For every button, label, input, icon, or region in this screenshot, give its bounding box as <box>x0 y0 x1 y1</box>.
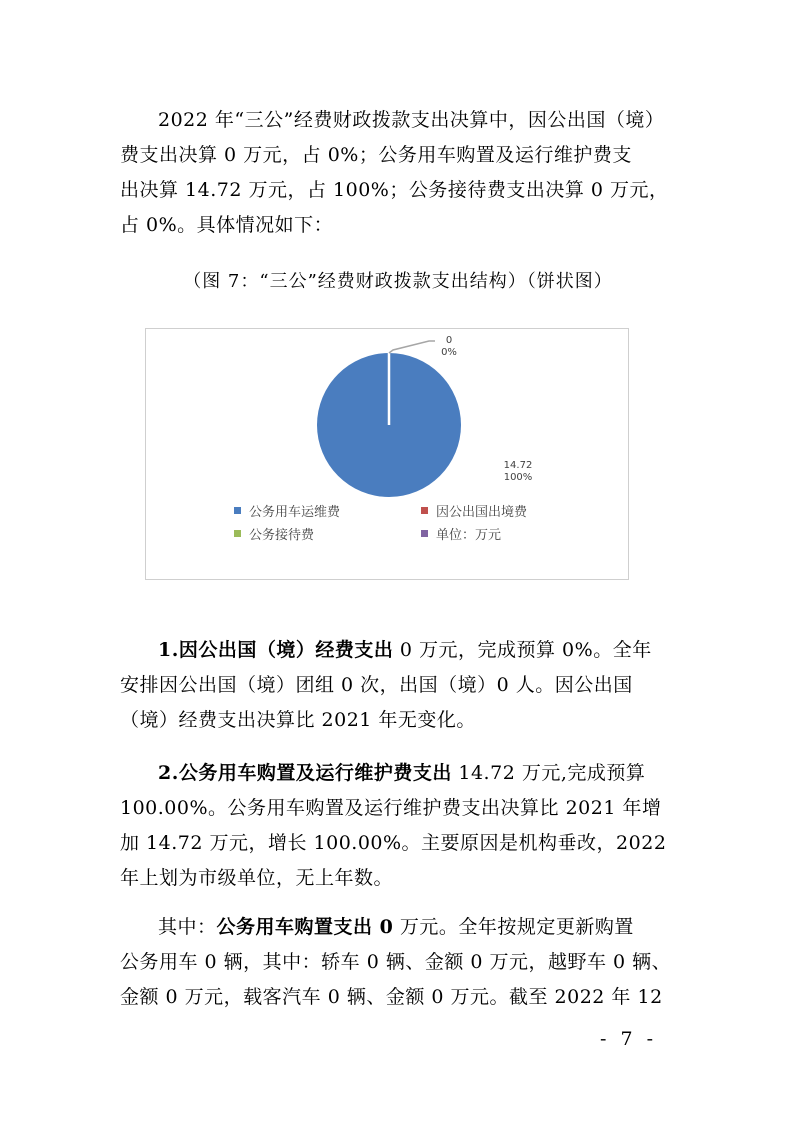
p4-prefix: 其中： <box>158 916 217 938</box>
legend-label-unit: 单位：万元 <box>436 528 502 543</box>
legend-swatch-vehicle <box>234 507 241 514</box>
paragraph-3 <box>120 756 676 896</box>
legend-label-reception: 公务接待费 <box>249 528 315 543</box>
data-label-zero <box>434 335 464 359</box>
legend-item-unit <box>421 528 501 544</box>
legend-label-vehicle: 公务用车运维费 <box>249 505 341 520</box>
pie-chart-svg <box>146 329 630 581</box>
pie-chart <box>145 328 629 580</box>
paragraph-1 <box>120 103 676 243</box>
p4-heading: 公务用车购置支出 0 <box>216 916 394 938</box>
legend-swatch-reception <box>234 530 241 537</box>
legend-item-reception <box>234 528 314 544</box>
p4-line-3: 金额 0 万元，载客汽车 0 辆、金额 0 万元。截至 2022 年 12 <box>120 986 663 1008</box>
legend-item-vehicle <box>234 505 340 521</box>
paragraph-4 <box>120 910 676 1015</box>
legend-label-abroad: 因公出国出境费 <box>436 505 528 520</box>
p2-line-2: 安排因公出国（境）团组 0 次，出国（境）0 人。因公出国 <box>120 674 633 696</box>
legend-item-abroad <box>421 505 527 521</box>
page-number: - 7 - <box>600 1028 658 1050</box>
p3-line-3: 加 14.72 万元，增长 100.00%。主要原因是机构垂改，2022 <box>120 832 667 854</box>
leader-line <box>389 341 435 353</box>
legend-swatch-abroad <box>421 507 428 514</box>
p2-line-1: 0 万元，完成预算 0%。全年 <box>393 639 652 661</box>
data-label-main <box>498 460 538 484</box>
data-label-main-percent: 100% <box>503 472 533 483</box>
p1-line-3: 出决算 14.72 万元，占 100%；公务接待费支出决算 0 万元， <box>120 179 669 201</box>
paragraph-2 <box>120 633 676 738</box>
p4-line-1: 万元。全年按规定更新购置 <box>393 916 634 938</box>
legend-swatch-unit <box>421 530 428 537</box>
p4-line-2: 公务用车 0 辆，其中：轿车 0 辆、金额 0 万元，越野车 0 辆、 <box>120 951 672 973</box>
data-label-zero-value: 0 <box>445 335 453 346</box>
p1-line-1: 2022 年“三公”经费财政拨款支出决算中，因公出国（境） <box>158 109 665 131</box>
p3-line-2: 100.00%。公务用车购置及运行维护费支出决算比 2021 年增 <box>120 797 662 819</box>
p3-line-1: 14.72 万元,完成预算 <box>451 762 646 784</box>
p1-line-4: 占 0%。具体情况如下： <box>120 214 334 236</box>
p1-line-2: 费支出决算 0 万元，占 0%；公务用车购置及运行维护费支 <box>120 144 632 166</box>
p3-heading: 2.公务用车购置及运行维护费支出 <box>158 762 452 784</box>
figure-caption: （图 7：“三公”经费财政拨款支出结构）（饼状图） <box>183 271 613 292</box>
data-label-zero-percent: 0% <box>441 347 457 358</box>
data-label-main-value: 14.72 <box>503 460 533 471</box>
p3-line-4: 年上划为市级单位，无上年数。 <box>120 867 394 889</box>
p2-line-3: （境）经费支出决算比 2021 年无变化。 <box>120 709 476 731</box>
p2-heading: 1.因公出国（境）经费支出 <box>158 639 394 661</box>
